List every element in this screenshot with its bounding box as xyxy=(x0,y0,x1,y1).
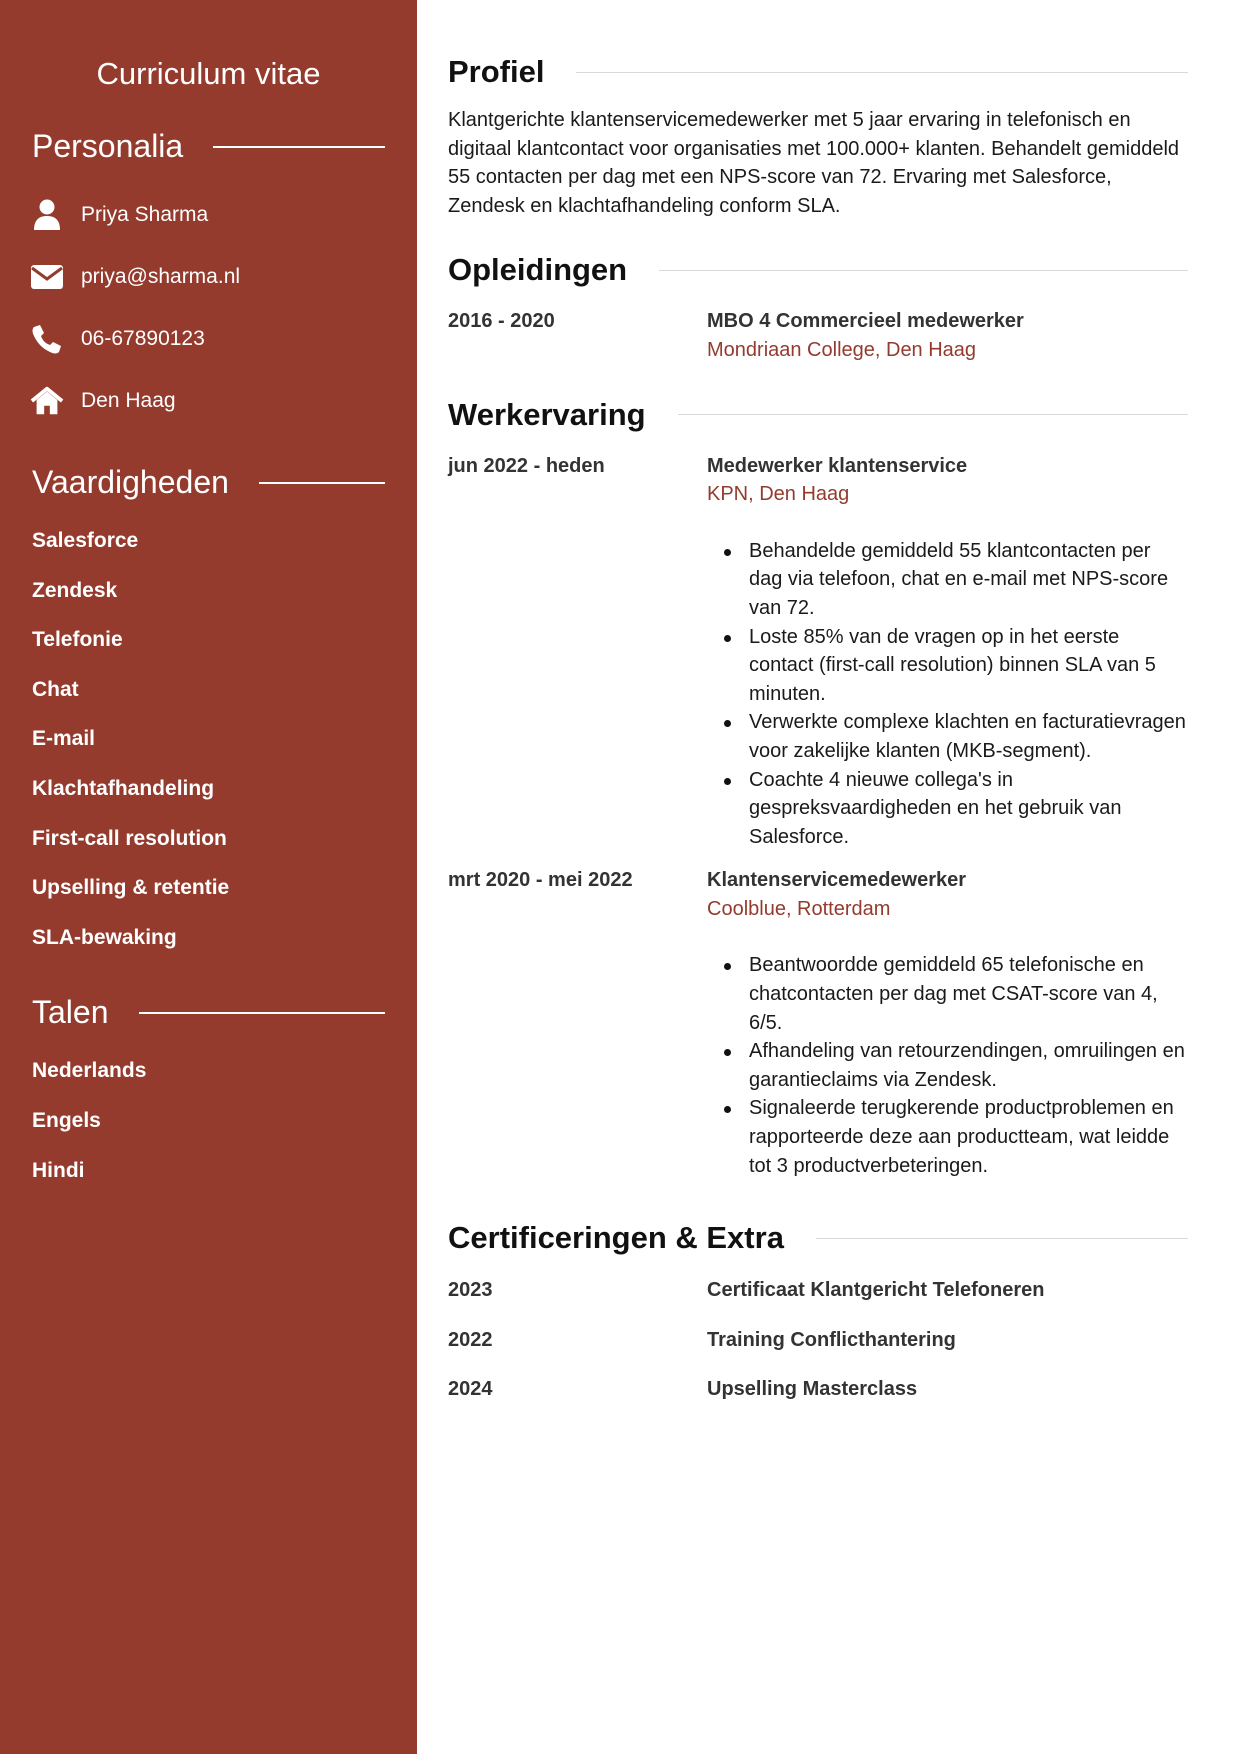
language-item: Nederlands xyxy=(32,1059,147,1083)
bullet-item: Afhandeling van retourzendingen, omruilingen en garantieclaims via Zendesk. xyxy=(749,1037,1188,1094)
heading-rule xyxy=(678,414,1188,415)
skill-item: Zendesk xyxy=(32,578,118,602)
skill-item: Telefonie xyxy=(32,628,123,652)
certification-row xyxy=(448,1316,1188,1366)
entry-title: Klantenservicemedewerker xyxy=(707,869,967,892)
cv-title: Curriculum vitae xyxy=(96,56,321,91)
certifications-list xyxy=(448,1266,1188,1415)
skill-item: Salesforce xyxy=(32,529,139,552)
certification-name: Upselling Masterclass xyxy=(707,1378,918,1401)
languages-heading-label: Talen xyxy=(32,994,109,1031)
certification-year: 2024 xyxy=(448,1378,493,1401)
entry-org: Mondriaan College, Den Haag xyxy=(707,338,977,361)
personalia-heading xyxy=(32,124,385,168)
entry-date: 2016 - 2020 xyxy=(448,310,555,333)
contact-name xyxy=(32,184,385,246)
contact-phone[interactable] xyxy=(32,308,385,370)
profile-heading-label: Profiel xyxy=(448,54,545,89)
person-icon xyxy=(30,198,64,232)
certifications-heading xyxy=(448,1216,1188,1260)
entry-date: mrt 2020 - mei 2022 xyxy=(448,869,633,892)
certification-year: 2022 xyxy=(448,1328,493,1351)
certification-year: 2023 xyxy=(448,1279,493,1302)
contact-city-text: Den Haag xyxy=(81,389,176,412)
skill-item: Chat xyxy=(32,677,79,701)
skills-heading-label: Vaardigheden xyxy=(32,464,229,500)
envelope-icon xyxy=(30,260,64,294)
contact-email-text[interactable]: priya@sharma.nl xyxy=(81,265,241,288)
certification-name: Certificaat Klantgericht Telefoneren xyxy=(707,1279,1045,1302)
skill-item: Klachtafhandeling xyxy=(32,776,215,800)
language-item: Hindi xyxy=(32,1158,85,1182)
certifications-heading-label: Certificeringen & Extra xyxy=(448,1220,784,1256)
experience-entry xyxy=(448,866,1188,1180)
certification-name: Training Conflicthantering xyxy=(707,1328,956,1351)
skill-item: First-call resolution xyxy=(32,826,227,850)
entry-title: MBO 4 Commercieel medewerker xyxy=(707,310,1024,333)
bullet-item: Coachte 4 nieuwe collega's in gespreksvaardigheden en het gebruik van Salesforce. xyxy=(749,766,1188,852)
skills-list xyxy=(32,516,385,962)
entry-org: Coolblue, Rotterdam xyxy=(707,897,891,920)
experience-heading-label: Werkervaring xyxy=(448,396,646,432)
languages-heading xyxy=(32,990,385,1034)
certification-row xyxy=(448,1365,1188,1415)
experience-entry xyxy=(448,452,1188,852)
bullet-item: Signaleerde terugkerende productproblemen en rapporteerde deze aan productteam, wat leidde tot 3 productverbeteringen. xyxy=(749,1094,1188,1180)
heading-rule xyxy=(816,1238,1188,1239)
profile-heading xyxy=(448,50,1188,94)
heading-rule xyxy=(213,146,385,148)
profile-text: Klantgerichte klantenservicemedewerker met 5 jaar ervaring in telefonisch en digitaal klantcontact voor organisaties met 100.000+ klanten. Behandelt gemiddeld 55 contacten per dag met een NPS-score van 72. Ervaring met Salesforce, Zendesk en klachtafhandeling conform SLA. xyxy=(448,109,1180,217)
home-icon xyxy=(30,384,64,418)
entry-bullets xyxy=(707,951,1188,1180)
heading-rule xyxy=(576,72,1188,73)
skills-heading xyxy=(32,460,385,504)
heading-rule xyxy=(659,270,1188,271)
skill-item: Upselling & retentie xyxy=(32,876,230,900)
experience-heading xyxy=(448,393,1188,437)
sidebar xyxy=(0,0,417,1754)
contact-list xyxy=(32,184,385,432)
skill-item: E-mail xyxy=(32,727,96,751)
personalia-heading-label: Personalia xyxy=(32,128,184,164)
contact-city xyxy=(32,370,385,432)
education-entry xyxy=(448,307,1188,364)
education-heading-label: Opleidingen xyxy=(448,252,628,288)
contact-phone-text[interactable]: 06-67890123 xyxy=(81,327,205,350)
entry-org: KPN, Den Haag xyxy=(707,483,850,506)
phone-icon xyxy=(30,322,64,356)
education-heading xyxy=(448,248,1188,292)
contact-name-text: Priya Sharma xyxy=(81,203,209,226)
bullet-item: Verwerkte complexe klachten en facturatievragen voor zakelijke klanten (MKB-segment). xyxy=(749,708,1188,765)
bullet-item: Loste 85% van de vragen op in het eerste contact (first-call resolution) binnen SLA van 5 minuten. xyxy=(749,623,1188,709)
skill-item: SLA-bewaking xyxy=(32,925,177,949)
main-content xyxy=(448,0,1188,1415)
language-item: Engels xyxy=(32,1108,101,1132)
bullet-item: Behandelde gemiddeld 55 klantcontacten per dag via telefoon, chat en e-mail met NPS-score van 72. xyxy=(749,537,1188,623)
entry-bullets xyxy=(707,537,1188,852)
contact-email[interactable] xyxy=(32,246,385,308)
heading-rule xyxy=(139,1012,386,1014)
entry-title: Medewerker klantenservice xyxy=(707,454,968,477)
entry-date: jun 2022 - heden xyxy=(448,454,605,477)
bullet-item: Beantwoordde gemiddeld 65 telefonische en chatcontacten per dag met CSAT-score van 4, 6/5. xyxy=(749,951,1188,1037)
languages-list xyxy=(32,1046,385,1195)
heading-rule xyxy=(259,482,385,484)
certification-row xyxy=(448,1266,1188,1316)
